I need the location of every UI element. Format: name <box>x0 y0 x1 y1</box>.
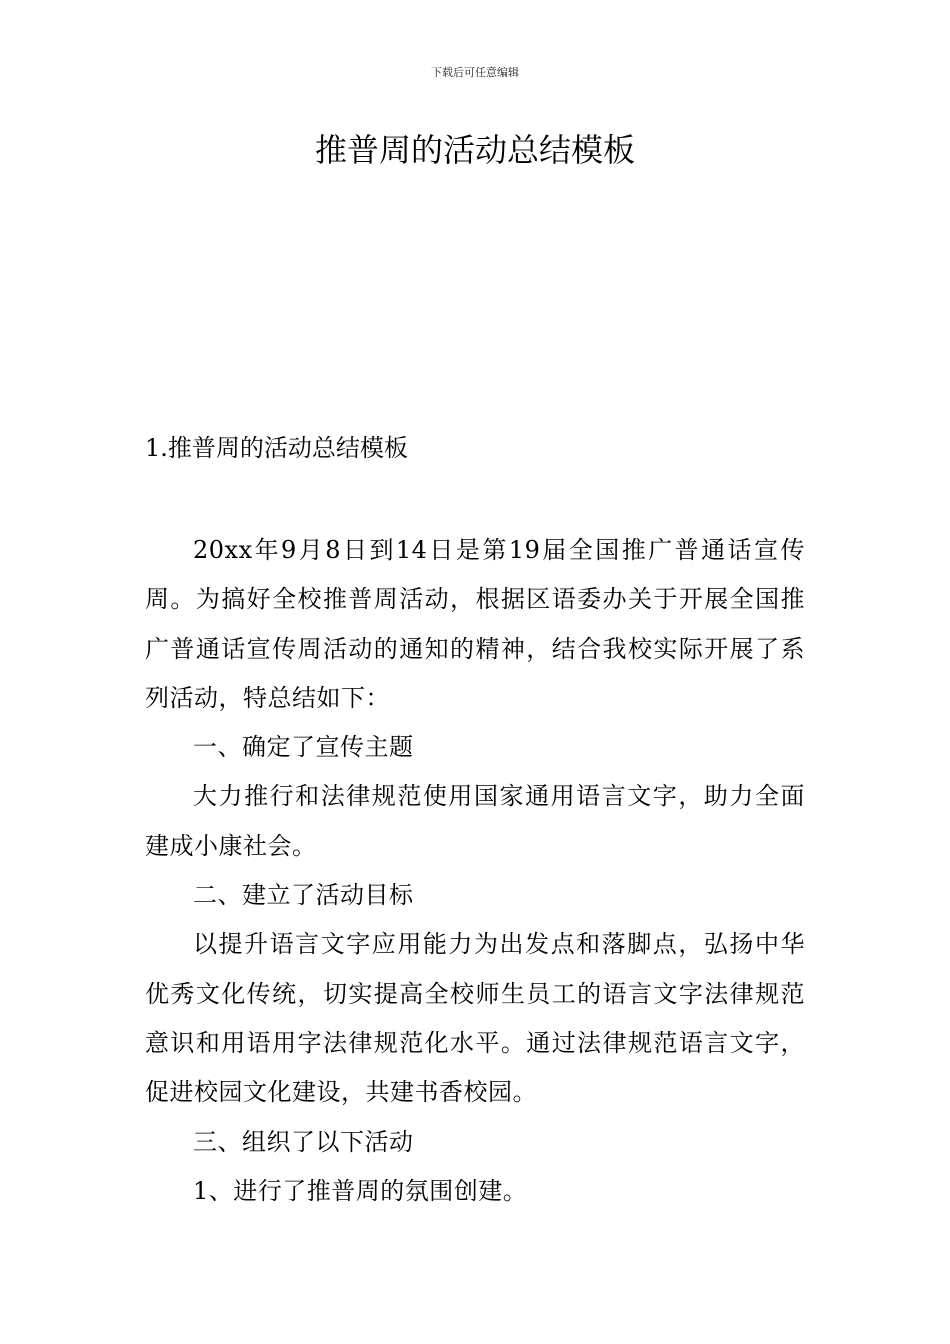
document-body <box>145 526 805 1216</box>
heading-activities: 三、组织了以下活动 <box>193 1127 414 1156</box>
section-heading: 1.推普周的活动总结模板 <box>145 434 408 462</box>
document-title: 推普周的活动总结模板 <box>314 131 635 169</box>
paragraph-activity-1: 1、进行了推普周的氛围创建。 <box>193 1176 528 1205</box>
header-note: 下载后可任意编辑 <box>431 66 519 79</box>
paragraph-theme: 大力推行和法律规范使用国家通用语言文字，助力全面建成小康社会。 <box>145 782 805 860</box>
heading-theme: 一、确定了宣传主题 <box>193 733 414 762</box>
paragraph-goals: 以提升语言文字应用能力为出发点和落脚点，弘扬中华优秀文化传统，切实提高全校师生员工的语言文字法律规范意识和用语用字法律规范化水平。通过法律规范语言文字，促进校园文化建设，共建书香校园。 <box>145 930 805 1107</box>
heading-goals: 二、建立了活动目标 <box>193 881 414 910</box>
paragraph-intro: 20xx年9月8日到14日是第19届全国推广普通话宣传周。为搞好全校推普周活动，根据区语委办关于开展全国推广普通话宣传周活动的通知的精神，结合我校实际开展了系列活动，特总结如下： <box>145 536 805 712</box>
